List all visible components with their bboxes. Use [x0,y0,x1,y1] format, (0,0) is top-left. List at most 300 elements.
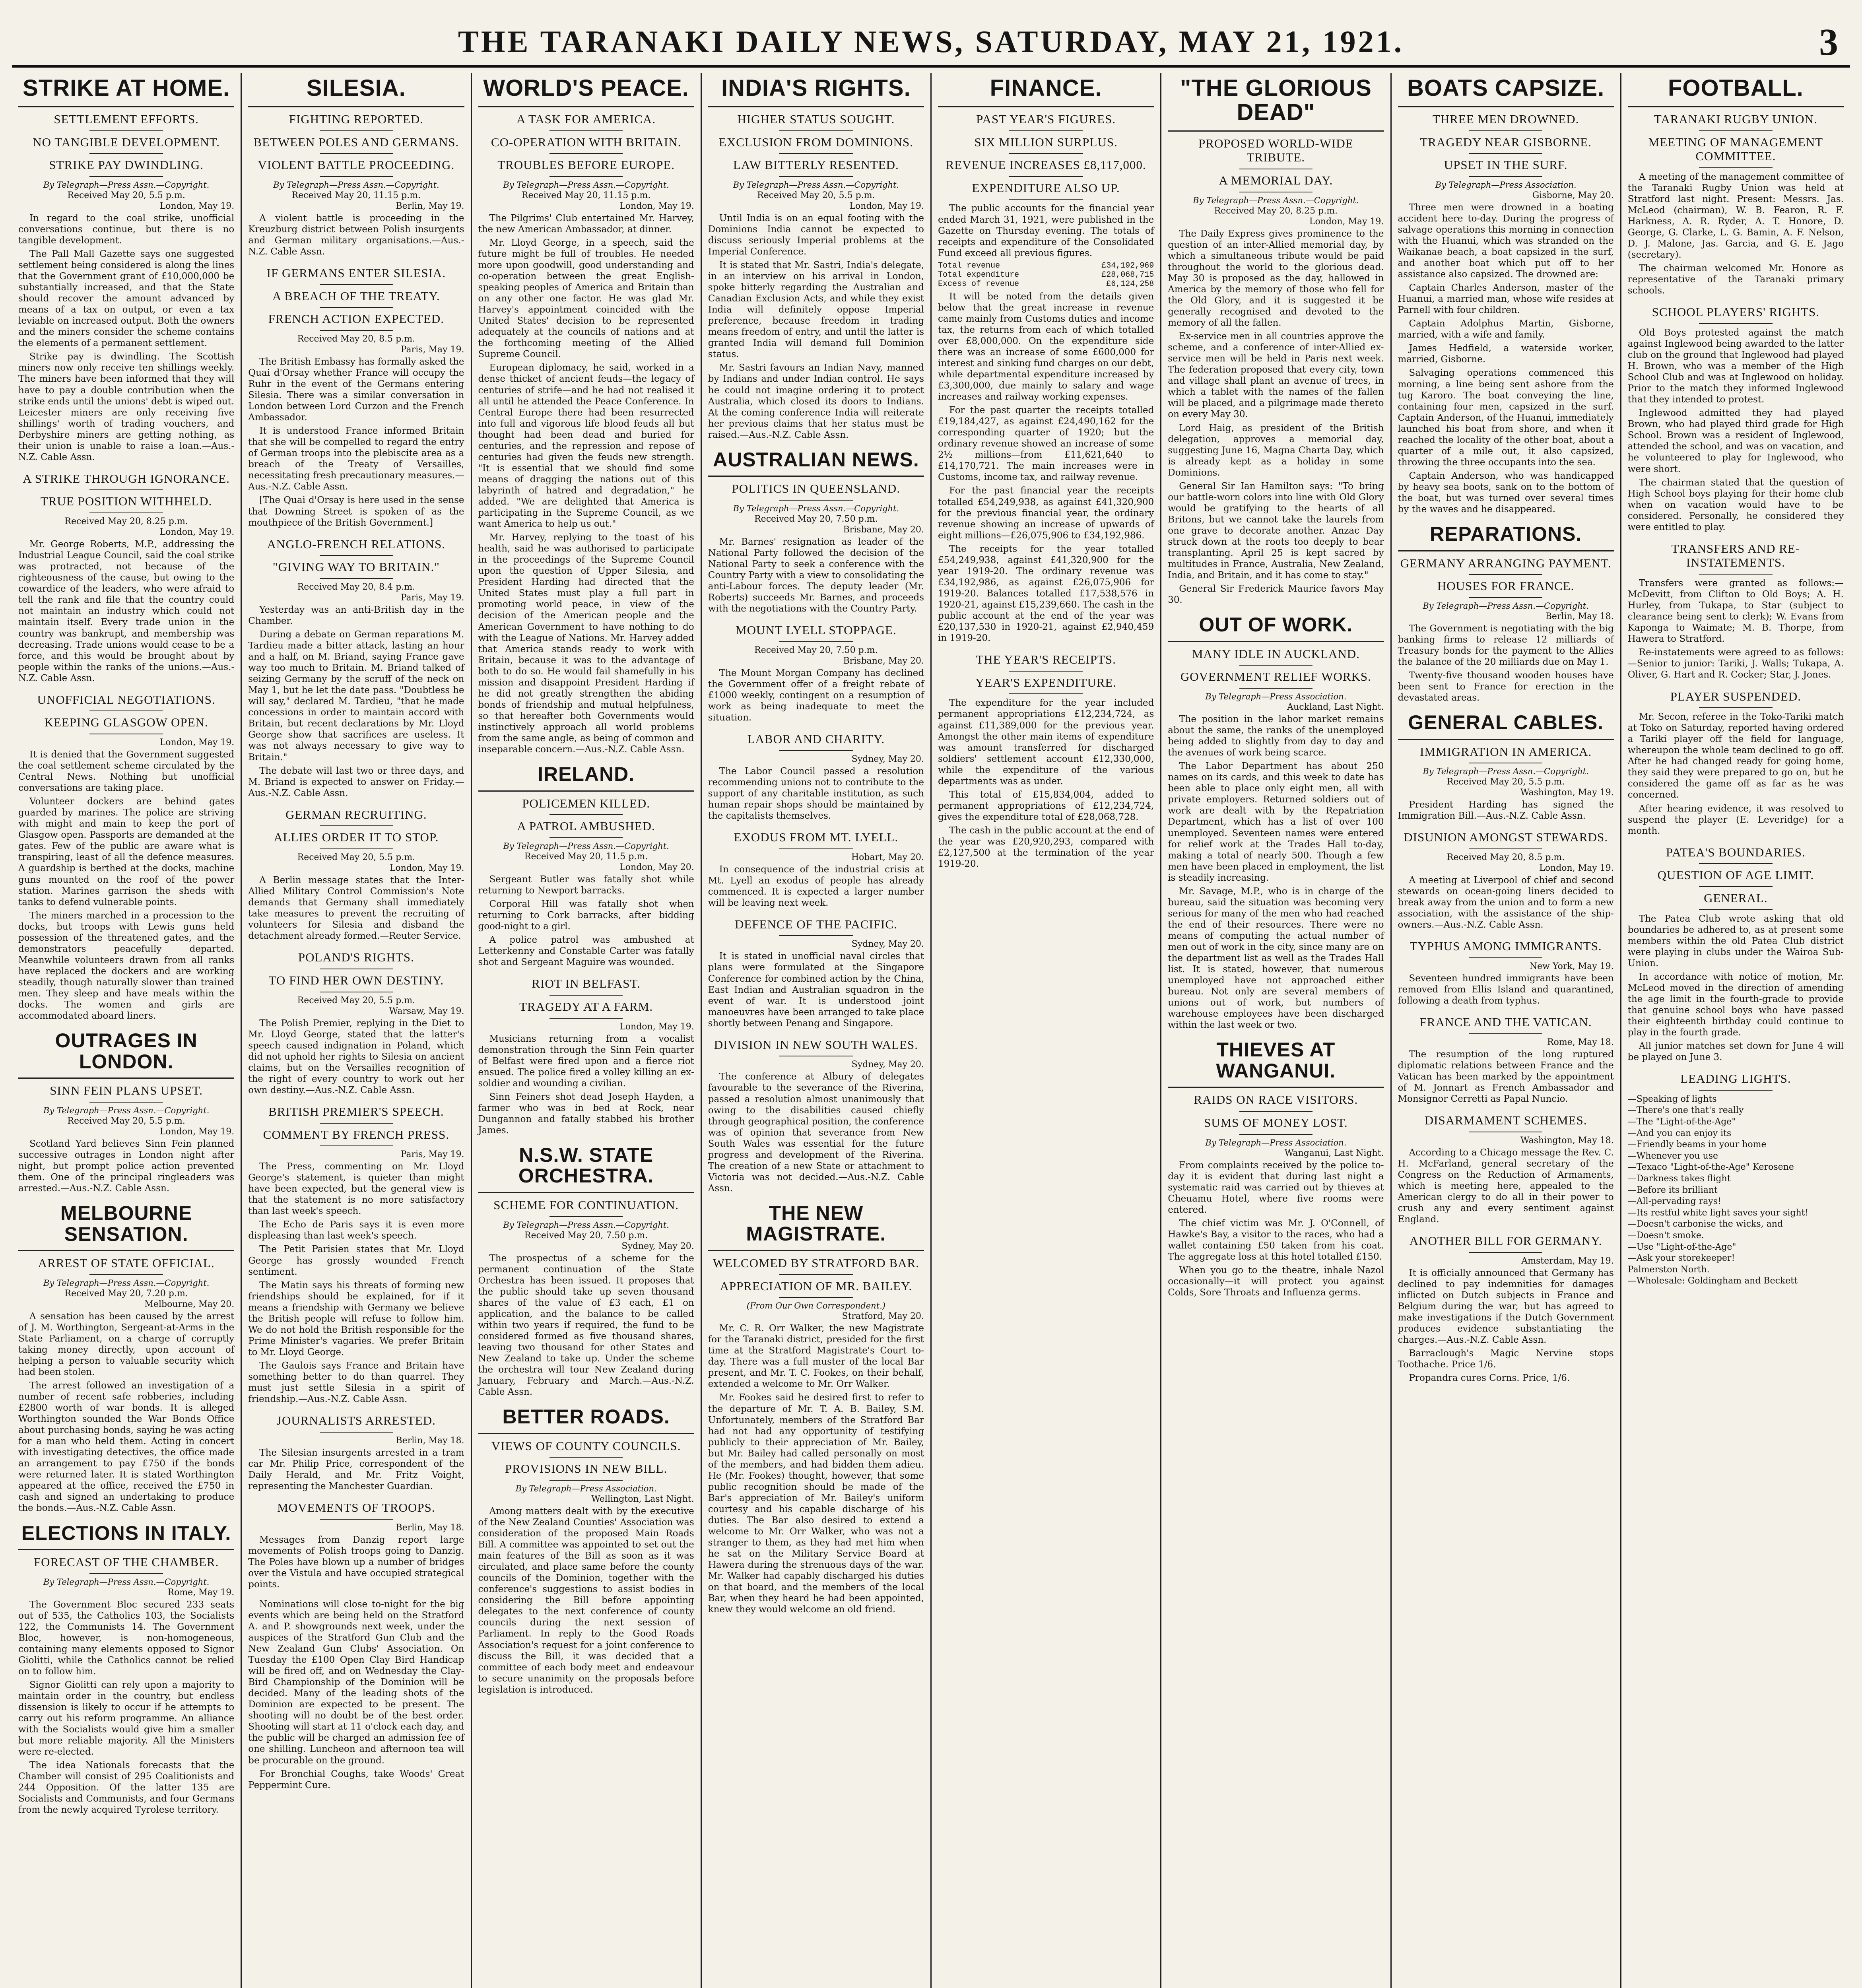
headline-rule [1628,106,1844,107]
article-subhead: PROVISIONS IN NEW BILL. [505,1462,668,1476]
advert-line: —Its restful white light saves your sight! [1627,1208,1809,1218]
article-body [1628,913,1844,1063]
article-headline: THE NEW MAGISTRATE. [746,1202,886,1245]
subhead-rule [549,130,623,131]
article [478,1145,694,1398]
paragraph: The Pilgrims' Club entertained Mr. Harvey, the new American Ambassador, at dinner. [478,213,694,235]
paragraph: The Petit Parisien states that Mr. Lloyd George has grossly wounded French sentiment. [248,1244,464,1277]
paragraph: Mr. Sastri favours an Indian Navy, manned by Indians and under Indian control. He says he could not imagine ordering it to protect Australia, which closed its doors to Indians. At the coming conference India will reiterate her previous claims that her status must be raised.—Aus.-N.Z. Cable Assn. [708,363,924,440]
paragraph: Ex-service men in all countries approve the scheme, and a conference of inter-Allied ex-service men will be held in Paris next week. The federation proposed that every city, town and village shall plant an avenue of trees, in which a tablet with the names of the fallen will be placed, and a pilgrimage made thereto on every May 30. [1168,331,1384,420]
article-dateline: Amsterdam, May 19. [1521,1256,1614,1266]
article-subhead: TRUE POSITION WITHHELD. [40,494,212,509]
article-received: Received May 20, 7.20 p.m. [64,1288,188,1299]
article-dateline: London, May 19. [159,201,235,211]
paragraph: The Mount Morgan Company has declined the Government offer of a freight rebate of £1000 weekly, contingent on a resumption of work as being inadequate to meet the situation. [708,668,924,723]
advert-line: —There's one that's really [1627,1105,1744,1116]
headline-rule [18,1077,234,1079]
article [18,693,234,1021]
article-subhead: DISARMAMENT SCHEMES. [1424,1113,1587,1127]
article-credit: By Telegraph—Press Assn.—Copyright. [733,180,899,190]
subhead-rule [320,848,393,849]
article-credit: By Telegraph—Press Association. [1205,1138,1347,1147]
article-received: Received May 20, 5.5 p.m. [67,1116,185,1126]
column [242,73,472,1988]
subhead-rule [549,176,623,177]
article-body [248,875,464,942]
paragraph: The receipts for the year totalled £54,249,938, against £41,320,900 for the year 1919-20. The ordinary revenue was £34,192,986, as against £26,075,906 for 1919-20. Balances totalled £17,538,576 in 1920-21, against £15,239,660. The cash in the public account at the end of the year was £20,137,530 in 1920-21, against £2,940,459 in 1919-20. [938,544,1154,644]
article-body [938,203,1154,258]
article-received: Received May 20, 5.5 p.m. [1446,777,1565,787]
subhead-rule [89,176,163,177]
article-received: Received May 20, 8.25 p.m. [64,516,188,527]
article-subhead: THREE MEN DROWNED. [1432,112,1579,126]
article-body [478,1506,694,1695]
advert-line: —Doesn't smoke. [1627,1230,1704,1241]
article-dateline: Melbourne, May 20. [144,1299,235,1309]
article-headline: OUT OF WORK. [1199,613,1353,636]
paragraph: The cash in the public account at the end of the year was £20,920,293, compared with £2,127,500 at the termination of the year 1919-20. [938,825,1154,870]
finance-value: £34,192,969 [1101,261,1154,270]
article-received: Received May 20, 5.5 p.m. [297,852,416,862]
article-subhead: IF GERMANS ENTER SILESIA. [266,266,446,280]
advert-line: —Before its brilliant [1627,1185,1718,1195]
subhead-rule [89,1102,163,1103]
article-subhead: PLAYER SUSPENDED. [1670,689,1802,703]
article [18,1523,234,1816]
article-dateline: Sydney, May 20. [621,1241,694,1251]
article-subhead: UPSET IN THE SURF. [1444,158,1568,172]
article-dateline: London, May 20. [619,862,694,872]
article-body [1628,578,1844,680]
paragraph: A police patrol was ambushed at Letterkenny and Constable Carter was fatally shot and Sergeant Maguire was wounded. [478,935,694,968]
subhead-rule [1469,1033,1543,1034]
paragraph: The expenditure for the year included permanent appropriations £12,234,724, as against £11,389,000 for the previous year. Amongst the other main items of expenditure was amount transferred for discharged soldiers' settlement account £12,330,000, while the expenditure of the various departments was as under. [938,698,1154,786]
subhead-rule [1009,693,1083,694]
article-subhead: STRIKE PAY DWINDLING. [49,158,204,172]
subhead-rule [779,641,853,642]
advert-line: —Ask your storekeeper! [1627,1253,1735,1264]
article-subhead: HIGHER STATUS SOUGHT. [737,112,895,126]
paragraph: It is stated that Mr. Sastri, India's delegate, in an interview on his arrival in London, spoke bitterly regarding the Australian and Canadian Exclusion Acts, and while they exist India will definitely oppose Imperial preference, because freedom in trading means freedom of entry, and until the latter is granted India will demand full Dominion status. [708,260,924,360]
article-dateline: London, May 19. [1309,216,1384,227]
paragraph: The Gaulois says France and Britain have something better to do than quarrel. They must just settle Silesia in a spirit of friendship.—Aus.-N.Z. Cable Assn. [248,1360,464,1405]
headline-rule [18,106,234,107]
article [1398,76,1614,515]
article-body [478,874,694,968]
subhead-rule [1699,909,1773,910]
paragraph: Scotland Yard believes Sinn Fein planned successive outrages in London night after night, but prompt police action prevented them. One of the principal ringleaders was arrested.—Aus.-N.Z. Cable Assn. [18,1138,235,1194]
subhead-rule [320,153,393,154]
article-subhead: POLAND'S RIGHTS. [298,950,414,965]
subhead-rule [549,1457,623,1458]
subhead-rule [549,153,623,154]
columns [12,73,1850,1988]
article-body [248,1447,464,1492]
article-body [248,1599,464,1791]
article-subhead: LEADING LIGHTS. [1680,1072,1791,1086]
article [248,1105,464,1405]
article-body [248,1018,464,1096]
article-body [18,749,234,1021]
article-subhead: ARREST OF STATE OFFICIAL. [38,1256,215,1270]
paragraph: The chairman stated that the question of High School boys playing for their home club when on vacation would have to be considered. Personally, he considered they were entitled to play. [1627,477,1844,532]
paragraph: The idea Nationals forecasts that the Chamber will consist of 295 Coalitionists and 244 Opposition. Of the latter 135 are Socialists and Communists, and four Germans from the newly acquired Tyrolese territory. [18,1760,235,1815]
paragraph: All junior matches set down for June 4 will be played on June 3. [1627,1041,1844,1063]
article [18,472,234,684]
headline-rule [1168,130,1384,132]
article [708,1038,924,1194]
article [478,977,694,1136]
article-dateline: London, May 19. [159,738,235,748]
paragraph: The Patea Club wrote asking that old boundaries be adhered to, as at present some members within the old Patea Club district were playing in clubs under the Wairoa Sub-Union. [1627,913,1844,969]
paragraph: Mr. Lloyd George, in a speech, said the future might be full of troubles. He needed more upon goodwill, good understanding and co-operation between the great English-speaking peoples of America and Britain than on any other one factor. He was glad Mr. Harvey's appointment coincided with the United States' decision to be represented adequately at the councils of nations and at the forthcoming meeting of the Allied Supreme Council. [478,237,694,360]
paragraph: It is denied that the Government suggested the coal settlement scheme circulated by the Central News. Nothing but unofficial conversations are taking place. [18,749,235,794]
paragraph: In regard to the coal strike, unofficial conversations continue, but there is no tangible development. [18,213,235,246]
article-subhead: ANOTHER BILL FOR GERMANY. [1409,1233,1602,1248]
headline-rule [1398,106,1614,107]
subhead-rule [1469,1252,1543,1253]
article [248,537,464,799]
article-headline: INDIA'S RIGHTS. [721,75,911,101]
article-subhead: COMMENT BY FRENCH PRESS. [263,1127,450,1142]
article [18,1030,234,1194]
subhead-rule [779,153,853,154]
paragraph: A violent battle is proceeding in the Kreuzburg district between Polish insurgents and German military organisations.—Aus.-N.Z. Cable Assn. [248,213,464,257]
article-subhead: A TASK FOR AMERICA. [516,112,656,126]
paragraph: European diplomacy, he said, worked in a dense thicket of ancient feuds—the legacy of centuries of strife—and he had not realised it all until he attended the Peace Conference. In Central Europe there had been resurrected into full and vigorous life blood feuds all but thought had been dead and buried for centuries, and the repression and repose of centuries had given the feuds new strength. "It is essential that we should find some means of dragging the nations out of this labyrinth of hatred and degradation," he added. "We are delighted that America is participating in the Supreme Council, as we want America to help us out." [478,363,694,530]
subhead-rule [1469,848,1543,849]
article-subhead: BETWEEN POLES AND GERMANS. [253,135,459,149]
article-credit: (From Our Own Correspondent.) [746,1301,885,1311]
paragraph: The debate will last two or three days, and M. Briand is expected to answer on Friday.—Aus.-N.Z. Cable Assn. [248,765,464,798]
paragraph: Mr. Harvey, replying to the toast of his health, said he was authorised to participate in the proceedings of the Supreme Council upon the question of Upper Silesia, and President Harding had directed that the United States must play a full part in promoting world peace, in view of the decision of the American people and the American Government to have nothing to do with the League of Nations. Mr. Harvey added that America stands ready to work with Britain, because it was to the advantage of both to do so. He would fail shamefully in his mission and disappoint President Harding if he did not greatly strengthen the abiding bonds of friendship and mutual helpfulness, so that hereafter both Governments would instinctively approach all world problems from the same angle, as being of common and inseparable concern.—Aus.-N.Z. Cable Assn. [478,532,694,755]
article-dateline: Washington, May 18. [1520,1135,1614,1145]
headline-rule [18,1250,234,1251]
article-body [248,1161,464,1405]
article-subhead: MOVEMENTS OF TROOPS. [277,1500,435,1514]
column [472,73,702,1988]
article-credit: By Telegraph—Press Assn.—Copyright. [43,180,210,190]
article-body [248,356,464,528]
paragraph: A sensation has been caused by the arrest of J. M. Worthington, Sergeant-at-Arms in the State Parliament, on a charge of corruptly taking money directly, upon account of helping a person to valuable security which had been stolen. [18,1311,235,1377]
article-subhead: FRENCH ACTION EXPECTED. [268,312,445,326]
article-subhead: TO FIND HER OWN DESTINY. [268,973,444,987]
article-body [938,697,1154,870]
article-subhead: A BREACH OF THE TREATY. [272,289,440,303]
article-subhead: MANY IDLE IN AUCKLAND. [1192,646,1360,661]
article-received: Received May 20, 8.5 p.m. [297,334,416,344]
column [932,73,1161,1988]
article-subhead: MOUNT LYELL STOPPAGE. [736,623,897,637]
article-subhead: KEEPING GLASGOW OPEN. [44,715,208,730]
article-dateline: Brisbane, May 20. [843,524,924,535]
article-headline: BETTER ROADS. [502,1406,670,1428]
article-credit: By Telegraph—Press Assn.—Copyright. [503,180,669,190]
paragraph: Propandra cures Corns. Price, 1/6. [1409,1373,1570,1383]
subhead-rule [1699,167,1773,168]
article-body [1398,875,1614,930]
paragraph: Salvaging operations commenced this morning, a line being sent ashore from the tug Karoro. The boat conveying the line, containing four men, capsized in the surf. Captain Anderson, of the Huanui, immediately launched his boat from shore, and when it reached the locality of the other boat, about a quarter of a mile out, it also capsized, throwing the three occupants into the sea. [1398,368,1614,468]
headline-rule [1398,739,1614,740]
article-subhead: DIVISION IN NEW SOUTH WALES. [714,1037,918,1052]
article-credit: By Telegraph—Press Assn.—Copyright. [43,1577,210,1587]
paragraph: A Berlin message states that the Inter-Allied Military Control Commission's Note demands that Germany shall immediately take measures to prevent the recruiting of volunteers for Silesia and disband the detachment already formed.—Reuter Service. [248,875,464,942]
paragraph: The Pall Mall Gazette says one suggested settlement being considered is along the lines that the Government grant of £10,000,000 be substantially increased, and that the State should recover the amount advanced by means of a tax on output, or even a tax leviable on increased output. Both the owners and the miners consider the scheme contains the elements of a permanent settlement. [18,248,235,349]
article [18,1203,234,1514]
subhead-rule [1009,671,1083,672]
subhead-rule [1699,1090,1773,1091]
article-body [478,1033,694,1136]
article-received: Received May 20, 8.5 p.m. [1446,852,1565,863]
advert-line: —Speaking of lights [1627,1094,1717,1104]
article-subhead: IMMIGRATION IN AMERICA. [1420,744,1592,759]
article-subhead: FORECAST OF THE CHAMBER. [33,1555,219,1569]
paragraph: President Harding has signed the Immigration Bill.—Aus.-N.Z. Cable Assn. [1398,800,1614,821]
article-received: Received May 20, 8.4 p.m. [297,582,416,592]
article-body [938,291,1154,644]
article-credit: By Telegraph—Press Assn.—Copyright. [43,1278,210,1288]
article-subhead: SETTLEMENT EFFORTS. [54,112,199,126]
article-body [708,1323,924,1615]
article [708,917,924,1029]
article-credit: By Telegraph—Press Association. [1435,180,1577,190]
headline-rule [1168,641,1384,642]
article-credit: By Telegraph—Press Assn.—Copyright. [503,1220,669,1230]
article-body [1398,202,1614,515]
column [1161,73,1391,1988]
article [1628,1072,1844,1287]
article-subhead: DISUNION AMONGST STEWARDS. [1404,830,1608,845]
article-received: Received May 20, 5.5 p.m. [757,190,875,200]
article-body [708,951,924,1029]
article-headline: IRELAND. [538,763,635,786]
paragraph: Musicians returning from a vocalist demonstration through the Sinn Fein quarter of Belfast were fired upon and a fierce riot ensued. The police fired a volley killing an ex-soldier and wounding a civilian. [478,1033,694,1089]
subhead-rule [1469,957,1543,958]
paragraph: The resumption of the long ruptured diplomatic relations between France and the Vatican has been marked by the appointment of M. Jonnart as French Ambassador and Monsignor Cerretti as Papal Nuncio. [1398,1049,1614,1104]
subhead-rule [89,1274,163,1275]
article-dateline: London, May 19. [389,863,464,873]
article [1168,76,1384,606]
article [478,76,694,755]
article [248,76,464,257]
subhead-rule [320,330,393,331]
article-credit: By Telegraph—Press Assn.—Copyright. [1423,767,1589,777]
subhead-rule [320,130,393,131]
article-body [1398,623,1614,703]
advert-line: —All-pervading rays! [1627,1196,1721,1207]
article-dateline: London, May 19. [159,1126,235,1137]
article [1398,524,1614,703]
article-received: Received May 20, 7.50 p.m. [754,645,878,655]
article-dateline: New York, May 19. [1529,961,1614,971]
paragraph: The position in the labor market remains about the same, the ranks of the unemployed being added to slightly from day to day and the avenues of work being scarce. [1168,714,1384,758]
subhead-rule [320,1123,393,1124]
paragraph: For the past quarter the receipts totalled £19,184,427, as against £24,490,162 for the corresponding quarter of 1920; but the ordinary revenue showed an increase of some 2½ millions—from £11,621,640 to £14,170,721. The main increases were in Customs, income tax, and railway revenue. [938,405,1154,483]
headline-rule [938,106,1154,107]
finance-value: £28,068,715 [1101,270,1154,280]
paragraph: It will be noted from the details given below that the great increase in revenue came mainly from Customs duties and income tax, the returns from each of which totalled over £8,000,000. On the expenditure side there was an increase of some £600,000 for interest and sinking fund charges on our debt, while departmental expenditure increased by £3,300,000, due mainly to salary and wage increases and railway working expenses. [938,291,1154,402]
article-dateline: Hobart, May 20. [851,852,924,862]
subhead-rule [1469,153,1543,154]
article-credit: By Telegraph—Press Assn.—Copyright. [503,841,669,851]
paragraph: Captain Charles Anderson, master of the Huanui, a married man, whose wife resides at Parnell with four children. [1398,283,1614,316]
article-headline: OUTRAGES IN LONDON. [55,1029,198,1073]
subhead-rule [320,555,393,556]
article [1628,305,1844,532]
article-dateline: Warsaw, May 19. [389,1006,464,1016]
paragraph: Twenty-five thousand wooden houses have been sent to France for erection in the devastated areas. [1398,670,1614,703]
subhead-rule [1469,176,1543,177]
subhead-rule [1009,130,1083,131]
paragraph: Old Boys protested against the match against Inglewood being awarded to the latter club on the ground that Inglewood had played H. Brown, who was a member of the High School Club and was at Inglewood on holiday. Prior to the match they informed Inglewood that they intended to protest. [1627,327,1844,405]
article-body [18,1599,234,1816]
subhead-rule [779,848,853,849]
article-subhead: EXPENDITURE ALSO UP. [972,181,1120,195]
article [708,830,924,909]
article-body [1168,228,1384,606]
article-subhead: EXCLUSION FROM DOMINIONS. [718,135,913,149]
article-dateline: Paris, May 19. [400,592,464,603]
article [1398,939,1614,1006]
article-subhead: SCHEME FOR CONTINUATION. [493,1198,679,1212]
article-subhead: REVENUE INCREASES £8,117,000. [946,158,1146,172]
article-subhead: TYPHUS AMONG IMMIGRANTS. [1410,939,1602,953]
paragraph: It is stated in unofficial naval circles that plans were formulated at the Singapore Conference for combined action by the China, East Indian and Australian squadron in the event of war. It is understood joint manoeuvres have been arranged to take place shortly between Penang and Singapore. [708,951,924,1029]
article-dateline: London, May 19. [849,201,924,211]
article [248,1413,464,1492]
article-dateline: Sydney, May 20. [851,1060,924,1070]
paragraph: The Government is negotiating with the big banking firms to release 12 milliards of Treasury bonds for the payment to the Allies the balance of the 20 milliards due on May 1. [1398,623,1614,667]
article-subhead: JOURNALISTS ARRESTED. [276,1413,436,1428]
article-subhead: PROPOSED WORLD-WIDE TRIBUTE. [1198,136,1353,165]
paragraph: The chief victim was Mr. J. O'Connell, of Hawke's Bay, a visitor to the races, who had a wallet containing £50 taken from his coat. The aggregate loss at this hotel totalled £150. [1168,1218,1384,1262]
article-subhead: SINN FEIN PLANS UPSET. [50,1083,203,1098]
headline-rule [1398,550,1614,551]
article [1168,1039,1384,1298]
paragraph: From complaints received by the police to-day it is evident that during last night a systematic raid was carried out by thieves at Cheuamu Hotel, where five rooms were entered. [1168,1160,1384,1215]
paragraph: The Daily Express gives prominence to the question of an inter-Allied memorial day, by which a simultaneous tribute would be paid throughout the world to the glorious dead. May 30 is proposed as the day, hallowed in America by the memory of those who fell for the Old Glory, and it is suggested it be generally recognised and devoted to the memory of all the fallen. [1168,228,1384,328]
paragraph: Three men were drowned in a boating accident here to-day. During the progress of salvage operations this morning in connection with the Huanui, which was stranded on the Waikanae beach, a boat capsized in the surf, and another boat which put off to her assistance also capsized. The drowned are: [1398,202,1614,280]
article [708,449,924,614]
article-dateline: London, May 19. [159,527,235,538]
subhead-rule [89,130,163,131]
article-headline: FINANCE. [990,75,1102,101]
paragraph: The Matin says his threats of forming new friendships should be explained, for if it means a friendship with Germany we believe the British people will refuse to follow him. We do not hold the British responsible for the Prime Minister's vagaries. We prefer Britain to Mr. Lloyd George. [248,1280,464,1357]
article-received: Received May 20, 11.15 p.m. [291,190,421,200]
article-subhead: POLICEMEN KILLED. [522,796,650,810]
finance-row [938,280,1154,289]
paragraph: The miners marched in a procession to the docks, but troops with Lewis guns held possession of the threatened gates, and the demonstrators peacefully departed. Meanwhile volunteers drawn from all ranks have replaced the dockers and are working steadily, though naturally slower than trained men. They sleep and have meals within the docks. The women and girls are accommodated aboard liners. [18,910,235,1021]
subhead-rule [1699,886,1773,887]
article-subhead: VIOLENT BATTLE PROCEEDING. [258,158,455,172]
article-received: Received May 20, 7.50 p.m. [754,514,878,524]
paragraph: The public accounts for the financial year ended March 31, 1921, were published in the Gazette on Thursday evening. The totals of receipts and expenditure of the Consolidated Fund exceed all previous figures. [938,203,1154,258]
paragraph: This total of £15,834,004, added to permanent appropriations of £12,234,724, gives the expenditure total of £28,068,728. [938,789,1154,822]
paragraph: Seventeen hundred immigrants have been removed from Ellis Island and quarantined, following a death from typhus. [1398,973,1614,1006]
article-headline: ELECTIONS IN ITALY. [21,1522,231,1544]
article-subhead: LAW BITTERLY RESENTED. [733,158,899,172]
article-body [708,213,924,441]
article-headline: MELBOURNE SENSATION. [60,1202,192,1245]
article-subhead: BRITISH PREMIER'S SPEECH. [268,1104,444,1118]
article [1398,830,1614,930]
article-subhead: RAIDS ON RACE VISITORS. [1194,1093,1358,1107]
headline-rule [708,1250,924,1251]
article [1628,689,1844,837]
subhead-rule [549,814,623,815]
paragraph: Barraclough's Magic Nervine stops Toothache. Price 1/6. [1398,1348,1614,1370]
paragraph: During a debate on German reparations M. Tardieu made a bitter attack, lasting an hour and a half, on M. Briand, saying France gave way too much to Britain. M. Briand talked of seizing Germany by the scruff of the neck on May 1, but he let the date pass. "Doubtless he will say," declared M. Tardieu, "that he made concessions in order to maintain accord with Britain, but recent declarations by Mr. Lloyd George show that sacrifices are useless. It was not always necessary to give way to Britain." [248,629,464,763]
article-subhead: DEFENCE OF THE PACIFIC. [734,917,897,931]
article-received: Received May 20, 5.5 p.m. [67,190,185,200]
paragraph: The prospectus of a scheme for the permanent continuation of the State Orchestra has been issued. It proposes that the public should take up seven thousand shares of the value of £3 each, £1 on application, and the balance to be called within two years if required, the fund to be considered formed as five thousand shares, leaving two thousand for other States and New Zealand to take up. Under the scheme the orchestra will tour New Zealand during January, February and March.—Aus.-N.Z. Cable Assn. [478,1253,694,1398]
paragraph: For Bronchial Coughs, take Woods' Great Peppermint Cure. [248,1769,464,1790]
article-subhead: GERMANY ARRANGING PAYMENT. [1400,556,1612,570]
column [12,73,242,1988]
article-dateline: Rome, May 19. [167,1587,235,1598]
article-headline: BOATS CAPSIZE. [1407,75,1605,101]
paragraph: In consequence of the industrial crisis at Mt. Lyell an exodus of people has already commenced. It is expected a larger number will be leaving next week. [708,864,924,908]
headline-rule [478,106,694,107]
article-subhead: CO-OPERATION WITH BRITAIN. [491,135,682,149]
headline-rule [708,106,924,107]
article-headline: AUSTRALIAN NEWS. [713,448,919,471]
subhead-rule [320,1519,393,1520]
paragraph: The Polish Premier, replying in the Diet to Mr. Lloyd George, stated that the latter's speech caused indignation in Poland, which did not uphold her rights to Silesia on ancient claims, but on the Versailles recognition of the right of every country to work out her own destiny.—Aus.-N.Z. Cable Assn. [248,1018,464,1095]
finance-row [938,261,1154,270]
article-body [248,1534,464,1590]
article-dateline: Gisborne, May 20. [1532,190,1614,200]
article-credit: By Telegraph—Press Assn.—Copyright. [733,503,899,513]
article [1628,845,1844,1063]
article-dateline: Berlin, May 18. [396,1435,464,1446]
subhead-rule [1469,574,1543,575]
paragraph: It is officially announced that Germany has declined to pay indemnities for damages inflicted on Dutch subjects in France and Belgium during the war, but has agreed to make investigations if the Dutch Government produces evidence substantiating the charges.—Aus.-N.Z. Cable Assn. [1398,1268,1614,1345]
article-headline: "THE GLORIOUS DEAD" [1180,75,1372,125]
article-received: Received May 20, 11.15 p.m. [521,190,651,200]
article [1398,712,1614,821]
subhead-rule [89,489,163,490]
article-dateline: Berlin, May 18. [1545,611,1614,621]
article-subhead: A MEMORIAL DAY. [1219,173,1333,188]
article-dateline: Sydney, May 20. [851,754,924,764]
article-subhead: EXODUS FROM MT. LYELL. [734,830,899,844]
article-subhead: FRANCE AND THE VATICAN. [1419,1015,1592,1029]
article-headline: GENERAL CABLES. [1408,711,1604,734]
paragraph: The chairman welcomed Mr. Honore as representative of the Taranaki primary schools. [1627,263,1844,296]
article-body [18,213,234,463]
article-subhead: NO TANGIBLE DEVELOPMENT. [33,135,220,149]
article [938,652,1154,870]
article-subhead: SCHOOL PLAYERS' RIGHTS. [1652,305,1820,319]
paragraph: Mr. Secon, referee in the Toko-Tariki match at Toko on Saturday, reported having ordered a Tariki player off the field for language, whereupon the whole team declined to go off. After he had changed ready for going home, they said they were prepared to go on, but he considered the game off as far as he was concerned. [1627,712,1844,800]
paragraph: General Sir Ian Hamilton says: "To bring our battle-worn colors into line with Old Glory would be gratifying to the hearts of all Britons, but we cannot take the laurels from one grave to decorate another. Anzac Day struck down at the roots too deeply to bear transplanting. April 25 is kept sacred by multitudes in France, Australia, New Zealand, India, and Britain, and it has come to stay." [1168,481,1384,581]
subhead-rule [1469,597,1543,598]
article [248,950,464,1096]
paragraph: The arrest followed an investigation of a number of recent safe robberies, including £2800 worth of war bonds. It is alleged Worthington sounded the War Bonds Office about purchasing bonds, saying he was acting for a man who held them. Acting in concert with investigating detectives, the office made an arrangement to pay £750 if the bonds were returned later. It is stated Worthington appeared at the office, received the £750 in cash and signed an undertaking to produce the bonds.—Aus.-N.Z. Cable Assn. [18,1380,235,1514]
article-headline: N.S.W. STATE ORCHESTRA. [518,1143,654,1187]
headline-rule [478,1192,694,1193]
article [248,266,464,528]
article-subhead: VIEWS OF COUNTY COUNCILS. [491,1439,681,1453]
article-subhead: APPRECIATION OF MR. BAILEY. [720,1279,913,1293]
article-subhead: GOVERNMENT RELIEF WORKS. [1180,670,1371,684]
paragraph: The Government Bloc secured 233 seats out of 535, the Catholics 103, the Socialists 122, the Communists 14. The Government Bloc, however, is non-homogeneous, containing many elements opposed to Signor Giolitti, while the Catholics cannot be relied on to follow him. [18,1599,235,1677]
article-received: Received May 20, 7.50 p.m. [524,1230,648,1241]
subhead-rule [320,825,393,826]
article-body [708,668,924,723]
article [708,732,924,821]
